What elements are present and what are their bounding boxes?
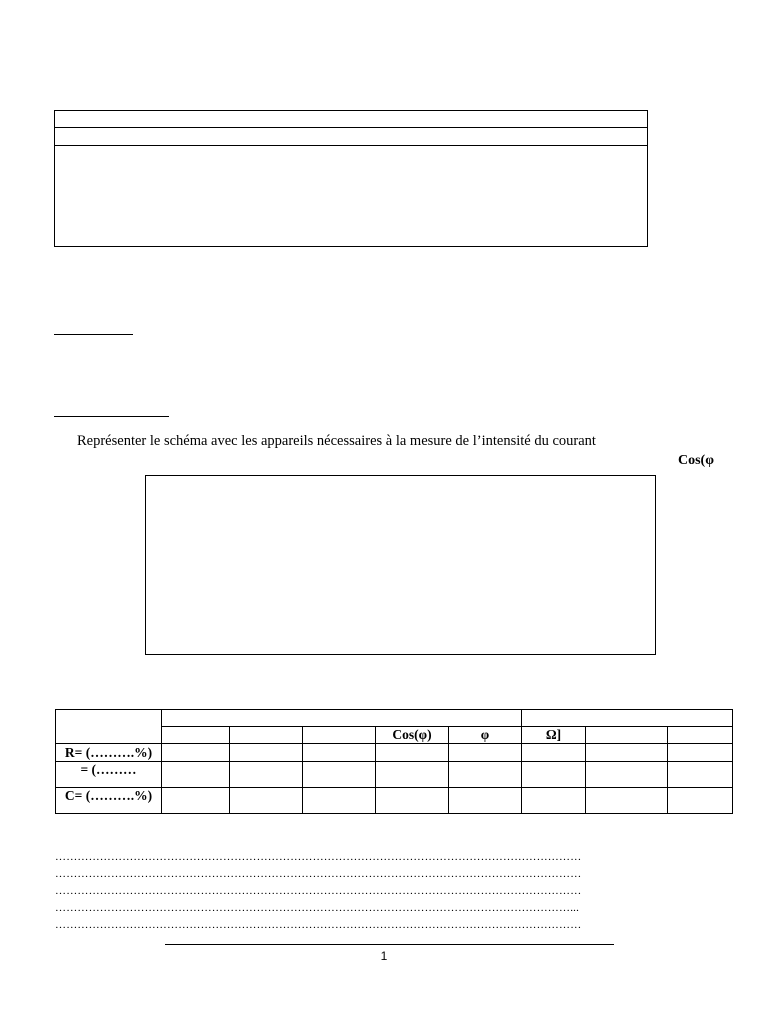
table-cell: [449, 762, 522, 788]
table-cell: [449, 744, 522, 762]
table-cell: [586, 762, 668, 788]
table-cell: [376, 744, 449, 762]
table-cell: [522, 762, 586, 788]
measurement-table: [55, 709, 733, 814]
table-cell: [586, 788, 668, 814]
table-cell: [303, 762, 376, 788]
table-cell: [668, 744, 733, 762]
table-cell: [230, 762, 303, 788]
table-cell: [586, 727, 668, 744]
cos-phi-label: Cos(φ: [678, 453, 714, 468]
table-cell: [668, 727, 733, 744]
table-row: [56, 788, 733, 814]
table-cell: [230, 727, 303, 744]
table-cell: [162, 762, 230, 788]
table-cell: [522, 788, 586, 814]
answer-dotted-line-3: ……………………………………………………………………………………………………………………………: [55, 885, 582, 897]
table-cell: [230, 788, 303, 814]
row-label-r: R= (……….%): [56, 744, 162, 762]
answer-dotted-line-5: ……………………………………………………………………………………………………………………………: [55, 919, 582, 931]
table-cell: [376, 788, 449, 814]
table-corner-cell: [56, 710, 162, 744]
table-cell: [586, 744, 668, 762]
table-cell: [162, 744, 230, 762]
table-cell: [162, 788, 230, 814]
answer-dotted-line-2: ……………………………………………………………………………………………………………………………: [55, 868, 582, 880]
table-group-header-1: [162, 710, 522, 727]
table-header-row: [56, 710, 733, 727]
row-label-l: = (………: [56, 762, 162, 788]
table-cell: [303, 727, 376, 744]
table-cell: [376, 762, 449, 788]
answer-dotted-line-1: ……………………………………………………………………………………………………………………………: [55, 851, 582, 863]
footer-separator: [165, 944, 614, 945]
table-cell: [303, 744, 376, 762]
row-label-c: C= (……….%): [56, 788, 162, 814]
header-divider-2: [54, 145, 648, 146]
table-row: [56, 762, 733, 788]
page-number: 1: [380, 949, 388, 963]
table-cell: [522, 744, 586, 762]
section-underline-2: [54, 416, 169, 417]
schematic-drawing-area: [145, 475, 656, 655]
header-divider-1: [54, 127, 648, 128]
subheader-cos-phi: Cos(φ): [376, 727, 449, 744]
instruction-text: Représenter le schéma avec les appareils nécessaires à la mesure de l’intensité du courant: [77, 433, 596, 449]
subheader-phi: φ: [449, 727, 522, 744]
section-underline-1: [54, 334, 133, 335]
table-group-header-2: [522, 710, 733, 727]
table-cell: [303, 788, 376, 814]
table-cell: [230, 744, 303, 762]
table-cell: [668, 788, 733, 814]
table-cell: [449, 788, 522, 814]
header-frame: [54, 110, 648, 247]
answer-dotted-line-4: …………………………………………………………………………………………………………………………...: [55, 902, 580, 914]
table-cell: [162, 727, 230, 744]
table-row: [56, 744, 733, 762]
table-cell: [668, 762, 733, 788]
subheader-ohm: Ω]: [522, 727, 586, 744]
